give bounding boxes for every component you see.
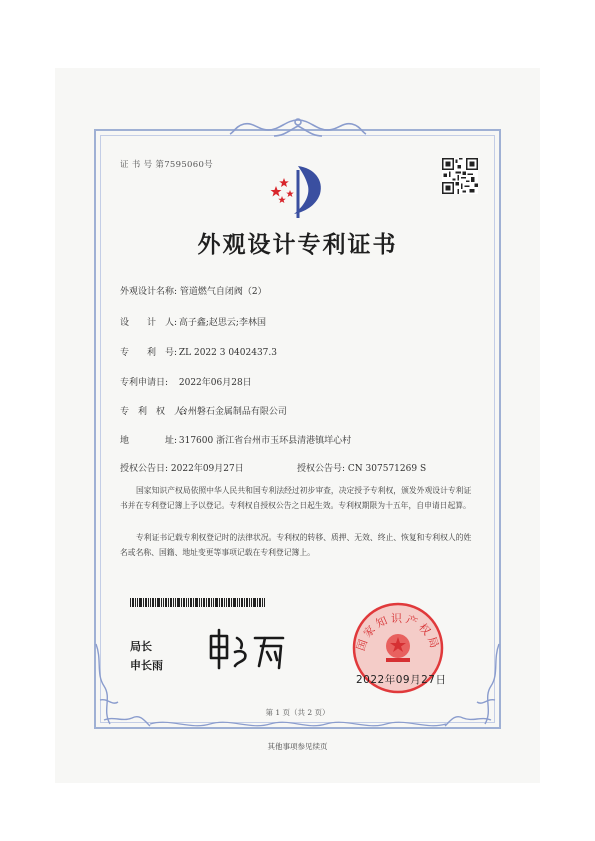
patent-number-value: ZL 2022 3 0402437.3 (178, 348, 277, 358)
address-label: 地 址: (120, 436, 178, 446)
bottom-right-ornament (443, 640, 503, 732)
certificate-number: 证 书 号 第7595060号 (120, 160, 213, 170)
patentee-value: 台州磐石金属制品有限公司 (178, 407, 287, 417)
designer-label: 设 计 人: (120, 318, 178, 328)
patent-number-label: 专 利 号: (120, 348, 178, 358)
continuation-note: 其他事项参见续页 (267, 742, 328, 751)
address-row (120, 433, 351, 446)
design-name-row (120, 284, 267, 297)
design-name-value: 管道燃气自闭阀（2） (179, 287, 267, 297)
patentee-label: 专 利 权 人: (120, 407, 187, 417)
handwritten-signature (205, 628, 287, 672)
patent-number-row (120, 345, 277, 358)
grant-date-row (120, 461, 244, 474)
seal-date: 2022年09月27日 (356, 674, 447, 686)
patentee-row (120, 404, 287, 417)
grant-date-label: 授权公告日: (120, 464, 169, 474)
designer-value: 高子鑫;赵思云;李林国 (178, 318, 266, 328)
filing-date-label: 专利申请日: (120, 378, 169, 388)
bottom-ornament (150, 716, 446, 732)
office-emblem-icon (262, 160, 332, 220)
filing-date-value: 2022年06月28日 (178, 378, 252, 388)
qr-code-icon (442, 158, 478, 194)
signatory-title: 局长 (130, 640, 152, 653)
signatory-name: 申长雨 (130, 659, 163, 672)
grant-number-label: 授权公告号: (297, 464, 346, 474)
grant-number-value: CN 307571269 S (347, 464, 427, 474)
address-value: 317600 浙江省台州市玉环县清港镇垟心村 (178, 436, 352, 446)
certificate-title: 外观设计专利证书 (197, 231, 398, 258)
designer-row (120, 315, 266, 328)
top-ornament (228, 116, 368, 140)
grant-number-row (297, 461, 426, 474)
filing-date-row (120, 375, 252, 388)
legal-status-note: 专利证书记载专利权登记时的法律状况。专利权的转移、质押、无效、终止、恢复和专利权人的姓名或名称、国籍、地址变更等事项记载在专利登记簿上。 (120, 533, 472, 557)
design-name-label: 外观设计名称: (120, 287, 178, 297)
barcode-icon (130, 598, 265, 607)
grant-date-value: 2022年09月27日 (170, 464, 244, 474)
page-number: 第 1 页（共 2 页） (265, 708, 330, 717)
grant-statement: 国家知识产权局依照中华人民共和国专利法经过初步审查，决定授予专利权，颁发外观设计专利证书并在专利登记簿上予以登记。专利权自授权公告之日起生效。专利权期限为十五年，自申请日起算。 (120, 486, 472, 510)
seal-text: 国家知识产权局 (354, 611, 442, 653)
